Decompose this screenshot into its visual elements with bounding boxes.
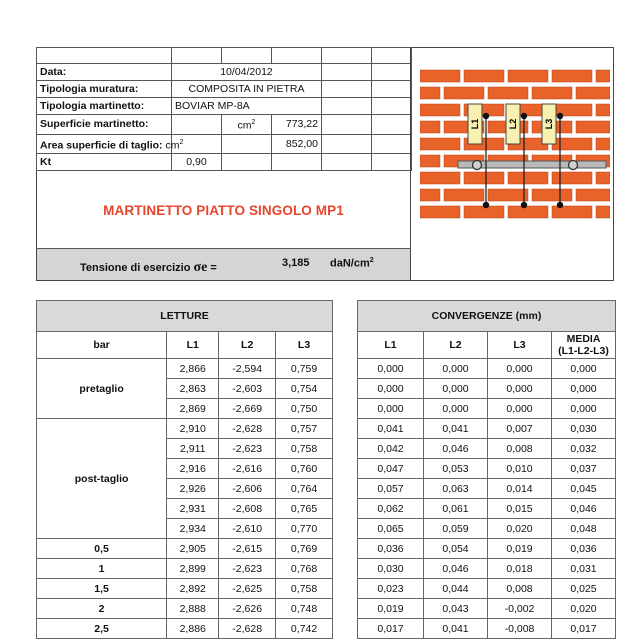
gauge-pin (483, 113, 489, 119)
col-header: L3 (276, 332, 333, 359)
convergence-cell: 0,000 (488, 379, 552, 399)
table-row (358, 619, 616, 639)
convergence-cell: 0,041 (424, 419, 488, 439)
convergence-cell: 0,025 (552, 579, 616, 599)
brick (420, 70, 460, 82)
info-empty-row (37, 48, 412, 64)
table-row (37, 599, 333, 619)
reading-cell: 2,866 (167, 359, 219, 379)
col-header-media: MEDIA (L1-L2-L3) (552, 332, 616, 359)
convergence-cell: 0,000 (552, 379, 616, 399)
convergence-cell: 0,030 (552, 419, 616, 439)
reading-cell: -2,626 (219, 599, 276, 619)
reading-cell: 2,926 (167, 479, 219, 499)
table-row (37, 559, 333, 579)
reading-cell: -2,628 (219, 419, 276, 439)
convergence-table (357, 300, 616, 639)
convergence-cell: 0,020 (552, 599, 616, 619)
info-label: Tipologia martinetto: (37, 98, 172, 115)
brick (552, 138, 592, 150)
convergence-cell: 0,014 (488, 479, 552, 499)
info-label: Superficie martinetto: (37, 115, 172, 135)
convergence-cell: 0,007 (488, 419, 552, 439)
convergence-cell: 0,041 (424, 619, 488, 639)
convergence-cell: 0,017 (358, 619, 424, 639)
reading-cell: 0,764 (276, 479, 333, 499)
convergence-cell: 0,044 (424, 579, 488, 599)
reading-cell: -2,606 (219, 479, 276, 499)
reading-cell: -2,594 (219, 359, 276, 379)
reading-cell: 2,863 (167, 379, 219, 399)
reading-cell: 0,758 (276, 579, 333, 599)
reading-cell: 2,905 (167, 539, 219, 559)
convergence-cell: 0,000 (552, 359, 616, 379)
convergence-cell: 0,046 (424, 439, 488, 459)
convergence-cell: 0,057 (358, 479, 424, 499)
convergence-cell: 0,063 (424, 479, 488, 499)
tension-unit: daN/$cm^2$ (330, 257, 374, 270)
brick (420, 121, 440, 133)
bar-label: post-taglio (37, 419, 167, 539)
bar-label: 2,5 (37, 619, 167, 639)
convergence-cell: -0,008 (488, 619, 552, 639)
convergence-cell: 0,032 (552, 439, 616, 459)
col-header: L2 (424, 332, 488, 359)
reading-cell: -2,616 (219, 459, 276, 479)
convergence-cell: 0,042 (358, 439, 424, 459)
readings-table (36, 300, 333, 639)
col-header: L2 (219, 332, 276, 359)
info-value: BOVIAR MP-8A (172, 98, 322, 115)
table-row (358, 519, 616, 539)
reading-cell: -2,623 (219, 559, 276, 579)
convergence-cell: 0,031 (552, 559, 616, 579)
convergence-cell: 0,000 (358, 359, 424, 379)
reading-cell: 0,770 (276, 519, 333, 539)
info-row-jack-type (37, 98, 412, 115)
reading-cell: -2,608 (219, 499, 276, 519)
brick (552, 70, 592, 82)
convergence-cell: 0,043 (424, 599, 488, 619)
reading-cell: 0,748 (276, 599, 333, 619)
info-row-jack-surface (37, 115, 412, 135)
convergence-cell: 0,017 (552, 619, 616, 639)
convergence-cell: 0,036 (358, 539, 424, 559)
page-title: MARTINETTO PIATTO SINGOLO MP1 (103, 203, 344, 218)
convergence-cell: 0,000 (552, 399, 616, 419)
convergence-cell: 0,046 (552, 499, 616, 519)
convergence-cell: 0,015 (488, 499, 552, 519)
reading-cell: 2,899 (167, 559, 219, 579)
reading-cell: 2,916 (167, 459, 219, 479)
reading-cell: 2,911 (167, 439, 219, 459)
brick (552, 206, 592, 218)
jack-valve-left (473, 161, 482, 170)
gauge-pin (557, 113, 563, 119)
reading-cell: 0,760 (276, 459, 333, 479)
reading-cell: 0,742 (276, 619, 333, 639)
reading-cell: -2,623 (219, 439, 276, 459)
reading-cell: 2,931 (167, 499, 219, 519)
tension-label: Tensione di esercizio σe = (80, 260, 217, 275)
gauge-label: L1 (470, 118, 480, 130)
table-row (37, 359, 333, 379)
info-row-shear-area (37, 134, 412, 154)
convergence-cell: 0,036 (552, 539, 616, 559)
brick (420, 87, 440, 99)
table-row (358, 539, 616, 559)
reading-cell: -2,615 (219, 539, 276, 559)
convergence-title: CONVERGENZE (mm) (358, 301, 616, 332)
convergence-cell: 0,037 (552, 459, 616, 479)
info-label: Data: (37, 64, 172, 81)
col-header: L3 (488, 332, 552, 359)
brick (464, 206, 504, 218)
reading-cell: -2,610 (219, 519, 276, 539)
table-row (358, 579, 616, 599)
bar-label: pretaglio (37, 359, 167, 419)
brick (532, 189, 572, 201)
info-label: Kt (37, 154, 172, 171)
convergence-cell: 0,019 (358, 599, 424, 619)
convergence-cell: 0,023 (358, 579, 424, 599)
brick (420, 138, 460, 150)
brick (508, 172, 548, 184)
gauge-label: L2 (508, 118, 518, 130)
tension-value: 3,185 (282, 257, 310, 269)
brick (596, 104, 610, 116)
reading-cell: -2,625 (219, 579, 276, 599)
brick (420, 206, 460, 218)
brick (420, 155, 440, 167)
table-row (358, 559, 616, 579)
table-row (358, 359, 616, 379)
convergence-cell: 0,000 (488, 399, 552, 419)
brick (596, 172, 610, 184)
convergence-cell: 0,019 (488, 539, 552, 559)
readings-title: LETTURE (37, 301, 333, 332)
info-unit: $cm^2$ (222, 115, 272, 135)
table-row (358, 419, 616, 439)
brick (596, 206, 610, 218)
table-row (358, 459, 616, 479)
convergence-cell: 0,020 (488, 519, 552, 539)
reading-cell: 0,769 (276, 539, 333, 559)
info-value: 852,00 (272, 134, 322, 154)
brick (444, 87, 484, 99)
brick (552, 172, 592, 184)
brick (576, 87, 610, 99)
convergence-cell: 0,000 (424, 379, 488, 399)
reading-cell: 2,869 (167, 399, 219, 419)
convergence-cell: 0,000 (358, 379, 424, 399)
bar-label: 2 (37, 599, 167, 619)
reading-cell: 2,892 (167, 579, 219, 599)
convergence-cell: 0,000 (358, 399, 424, 419)
reading-cell: 0,759 (276, 359, 333, 379)
bar-label: 1,5 (37, 579, 167, 599)
table-row (37, 619, 333, 639)
brick (508, 206, 548, 218)
gauge-pin (521, 113, 527, 119)
col-header: L1 (358, 332, 424, 359)
reading-cell: 2,886 (167, 619, 219, 639)
info-label: Area superficie di taglio: $cm^2$ (37, 134, 172, 154)
info-value: 773,22 (272, 115, 322, 135)
info-value: COMPOSITA IN PIETRA (172, 81, 322, 98)
table-row (37, 419, 333, 439)
brick (420, 189, 440, 201)
convergence-cell: 0,048 (552, 519, 616, 539)
col-header: L1 (167, 332, 219, 359)
brick (596, 138, 610, 150)
gauge-pin (557, 202, 563, 208)
convergence-cell: 0,041 (358, 419, 424, 439)
info-row-kt (37, 154, 412, 171)
gauge-label: L3 (544, 118, 554, 130)
convergence-cell: 0,047 (358, 459, 424, 479)
info-value: 10/04/2012 (172, 64, 322, 81)
sigma-symbol: σe (193, 260, 208, 275)
bar-label: 1 (37, 559, 167, 579)
convergence-cell: -0,002 (488, 599, 552, 619)
convergence-cell: 0,059 (424, 519, 488, 539)
reading-cell: -2,628 (219, 619, 276, 639)
brick (596, 70, 610, 82)
info-label: Tipologia muratura: (37, 81, 172, 98)
reading-cell: 2,910 (167, 419, 219, 439)
reading-cell: 0,768 (276, 559, 333, 579)
reading-cell: 0,765 (276, 499, 333, 519)
table-row (358, 379, 616, 399)
brick (576, 189, 610, 201)
reading-cell: 2,934 (167, 519, 219, 539)
convergence-cell: 0,046 (424, 559, 488, 579)
info-row-date (37, 64, 412, 81)
gauge-pin (521, 202, 527, 208)
brick (444, 189, 484, 201)
convergence-cell: 0,053 (424, 459, 488, 479)
table-row (358, 499, 616, 519)
convergence-cell: 0,054 (424, 539, 488, 559)
brick (576, 121, 610, 133)
convergence-cell: 0,018 (488, 559, 552, 579)
reading-cell: -2,669 (219, 399, 276, 419)
convergence-cell: 0,061 (424, 499, 488, 519)
reading-cell: 0,757 (276, 419, 333, 439)
info-table (36, 47, 412, 171)
reading-cell: 0,758 (276, 439, 333, 459)
convergence-cell: 0,010 (488, 459, 552, 479)
convergence-cell: 0,000 (424, 359, 488, 379)
brick (508, 70, 548, 82)
convergence-cell: 0,000 (424, 399, 488, 419)
convergence-cell: 0,000 (488, 359, 552, 379)
bar-label: 0,5 (37, 539, 167, 559)
gauge-pin (483, 202, 489, 208)
brick (464, 172, 504, 184)
jack-valve-right (569, 161, 578, 170)
reading-cell: -2,603 (219, 379, 276, 399)
brick (464, 70, 504, 82)
info-value: 0,90 (172, 154, 222, 171)
reading-cell: 2,888 (167, 599, 219, 619)
brick (488, 87, 528, 99)
reading-cell: 0,750 (276, 399, 333, 419)
table-row (358, 599, 616, 619)
reading-cell: 0,754 (276, 379, 333, 399)
convergence-cell: 0,045 (552, 479, 616, 499)
table-row (37, 579, 333, 599)
table-row (358, 399, 616, 419)
convergence-cell: 0,008 (488, 439, 552, 459)
brick (532, 87, 572, 99)
convergence-cell: 0,065 (358, 519, 424, 539)
flat-jack-diagram (420, 68, 610, 238)
convergence-cell: 0,030 (358, 559, 424, 579)
brick (488, 189, 528, 201)
brick (420, 172, 460, 184)
table-row (37, 539, 333, 559)
convergence-cell: 0,008 (488, 579, 552, 599)
brick (420, 104, 460, 116)
info-row-masonry (37, 81, 412, 98)
table-row (358, 439, 616, 459)
col-header: bar (37, 332, 167, 359)
table-row (358, 479, 616, 499)
convergence-cell: 0,062 (358, 499, 424, 519)
